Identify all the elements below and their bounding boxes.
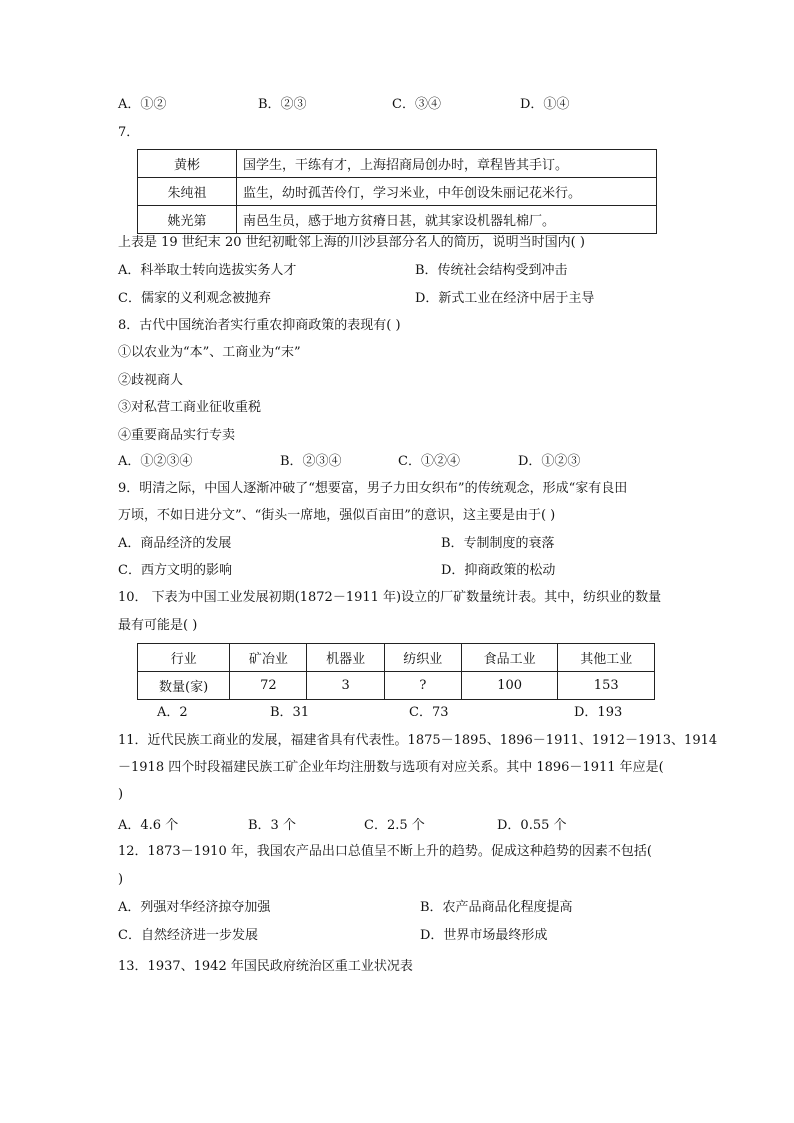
table-header-row — [138, 644, 655, 672]
q10-stem-line2: 最有可能是( ) — [118, 618, 198, 633]
q11-stem-line1: 11．近代民族工商业的发展，福建省具有代表性。1875－1895、1896－1911、1912－1913、1914 — [118, 733, 718, 748]
table-cell: 数量(家) — [138, 672, 230, 700]
q10-stem-line1: 10． 下表为中国工业发展初期(1872－1911 年)设立的厂矿数量统计表。其中，纺织业的数量 — [118, 590, 662, 605]
q11-option-d: D．0.55 个 — [497, 818, 567, 833]
q8-stem: 8．古代中国统治者实行重农抑商政策的表现有( ) — [118, 318, 401, 333]
q12-stem-line1: 12．1873－1910 年，我国农产品出口总值呈不断上升的趋势。促成这种趋势的因素不包括( — [118, 844, 652, 859]
table-header-cell: 食品工业 — [461, 644, 558, 672]
table-header-cell: 其他工业 — [558, 644, 655, 672]
table-cell: 姚光第 — [138, 206, 237, 234]
q10-option-b: B．31 — [270, 705, 310, 720]
table-row — [138, 672, 655, 700]
q9-option-d: D．抑商政策的松动 — [441, 563, 556, 578]
q12-option-c: C．自然经济进一步发展 — [118, 928, 258, 943]
q8-item-4: ④重要商品实行专卖 — [118, 428, 236, 443]
q7-option-c: C．儒家的义利观念被抛弃 — [118, 291, 271, 306]
table-row — [138, 150, 657, 178]
table-row — [138, 206, 657, 234]
table-header-cell: 机器业 — [307, 644, 384, 672]
table-cell: 3 — [307, 672, 384, 700]
q10-option-a: A．2 — [157, 705, 188, 720]
q9-stem-line2: 万顷，不如日进分文”、“街头一席地，强似百亩田”的意识，这主要是由于( ) — [118, 508, 556, 523]
q7-biography-table — [137, 149, 657, 234]
q9-option-b: B．专制制度的衰落 — [441, 536, 555, 551]
q10-option-d: D．193 — [574, 705, 623, 720]
q7-stem: 上表是 19 世纪末 20 世纪初毗邻上海的川沙县部分名人的简历，说明当时国内( ) — [118, 235, 585, 250]
q7-option-d: D．新式工业在经济中居于主导 — [415, 291, 595, 306]
table-row — [138, 178, 657, 206]
q10-option-c: C．73 — [409, 705, 449, 720]
q9-stem-line1: 9．明清之际，中国人逐渐冲破了“想要富，男子力田女织布”的传统观念，形成“家有良田 — [118, 481, 628, 496]
q10-factory-table — [137, 643, 655, 700]
q11-option-b: B．3 个 — [248, 818, 296, 833]
q7-option-a: A．科举取士转向选拔实务人才 — [118, 263, 297, 278]
table-cell: 监生，幼时孤苦伶仃，学习米业，中年创设朱丽记花米行。 — [237, 178, 657, 206]
q8-item-3: ③对私营工商业征收重税 — [118, 400, 262, 415]
q11-stem-line3: ) — [118, 787, 124, 802]
q11-option-c: C．2.5 个 — [364, 818, 425, 833]
q8-option-c: C．①②④ — [398, 454, 460, 469]
q12-option-b: B．农产品商品化程度提高 — [420, 900, 573, 915]
table-header-cell: 矿冶业 — [230, 644, 307, 672]
q13-stem: 13．1937、1942 年国民政府统治区重工业状况表 — [118, 959, 413, 974]
q8-option-b: B．②③④ — [280, 454, 342, 469]
table-cell: 100 — [461, 672, 558, 700]
q8-item-1: ①以农业为“本”、工商业为“末” — [118, 345, 301, 360]
q8-item-2: ②歧视商人 — [118, 373, 184, 388]
q12-option-d: D．世界市场最终形成 — [420, 928, 548, 943]
q8-option-d: D．①②③ — [518, 454, 581, 469]
q9-option-a: A．商品经济的发展 — [118, 536, 232, 551]
table-cell: ? — [384, 672, 461, 700]
table-header-cell: 行业 — [138, 644, 230, 672]
q6-option-c: C．③④ — [392, 97, 441, 112]
q7-option-b: B．传统社会结构受到冲击 — [415, 263, 568, 278]
table-cell: 朱纯祖 — [138, 178, 237, 206]
q8-option-a: A．①②③④ — [118, 454, 193, 469]
q11-stem-line2: －1918 四个时段福建民族工矿企业年均注册数与选项有对应关系。其中 1896－1911 年应是( — [118, 760, 664, 775]
table-cell: 南邑生员，感于地方贫瘠日甚，就其家设机器轧棉厂。 — [237, 206, 657, 234]
q9-option-c: C．西方文明的影响 — [118, 563, 232, 578]
table-cell: 国学生，干练有才，上海招商局创办时，章程皆其手订。 — [237, 150, 657, 178]
q6-option-a: A．①② — [118, 97, 167, 112]
table-cell: 153 — [558, 672, 655, 700]
table-cell: 72 — [230, 672, 307, 700]
q6-option-d: D．①④ — [520, 97, 570, 112]
q7-number: 7． — [118, 125, 140, 140]
q12-stem-line2: ) — [118, 872, 124, 887]
table-header-cell: 纺织业 — [384, 644, 461, 672]
q6-option-b: B．②③ — [258, 97, 307, 112]
q11-option-a: A．4.6 个 — [118, 818, 179, 833]
table-cell: 黄彬 — [138, 150, 237, 178]
q12-option-a: A．列强对华经济掠夺加强 — [118, 900, 271, 915]
